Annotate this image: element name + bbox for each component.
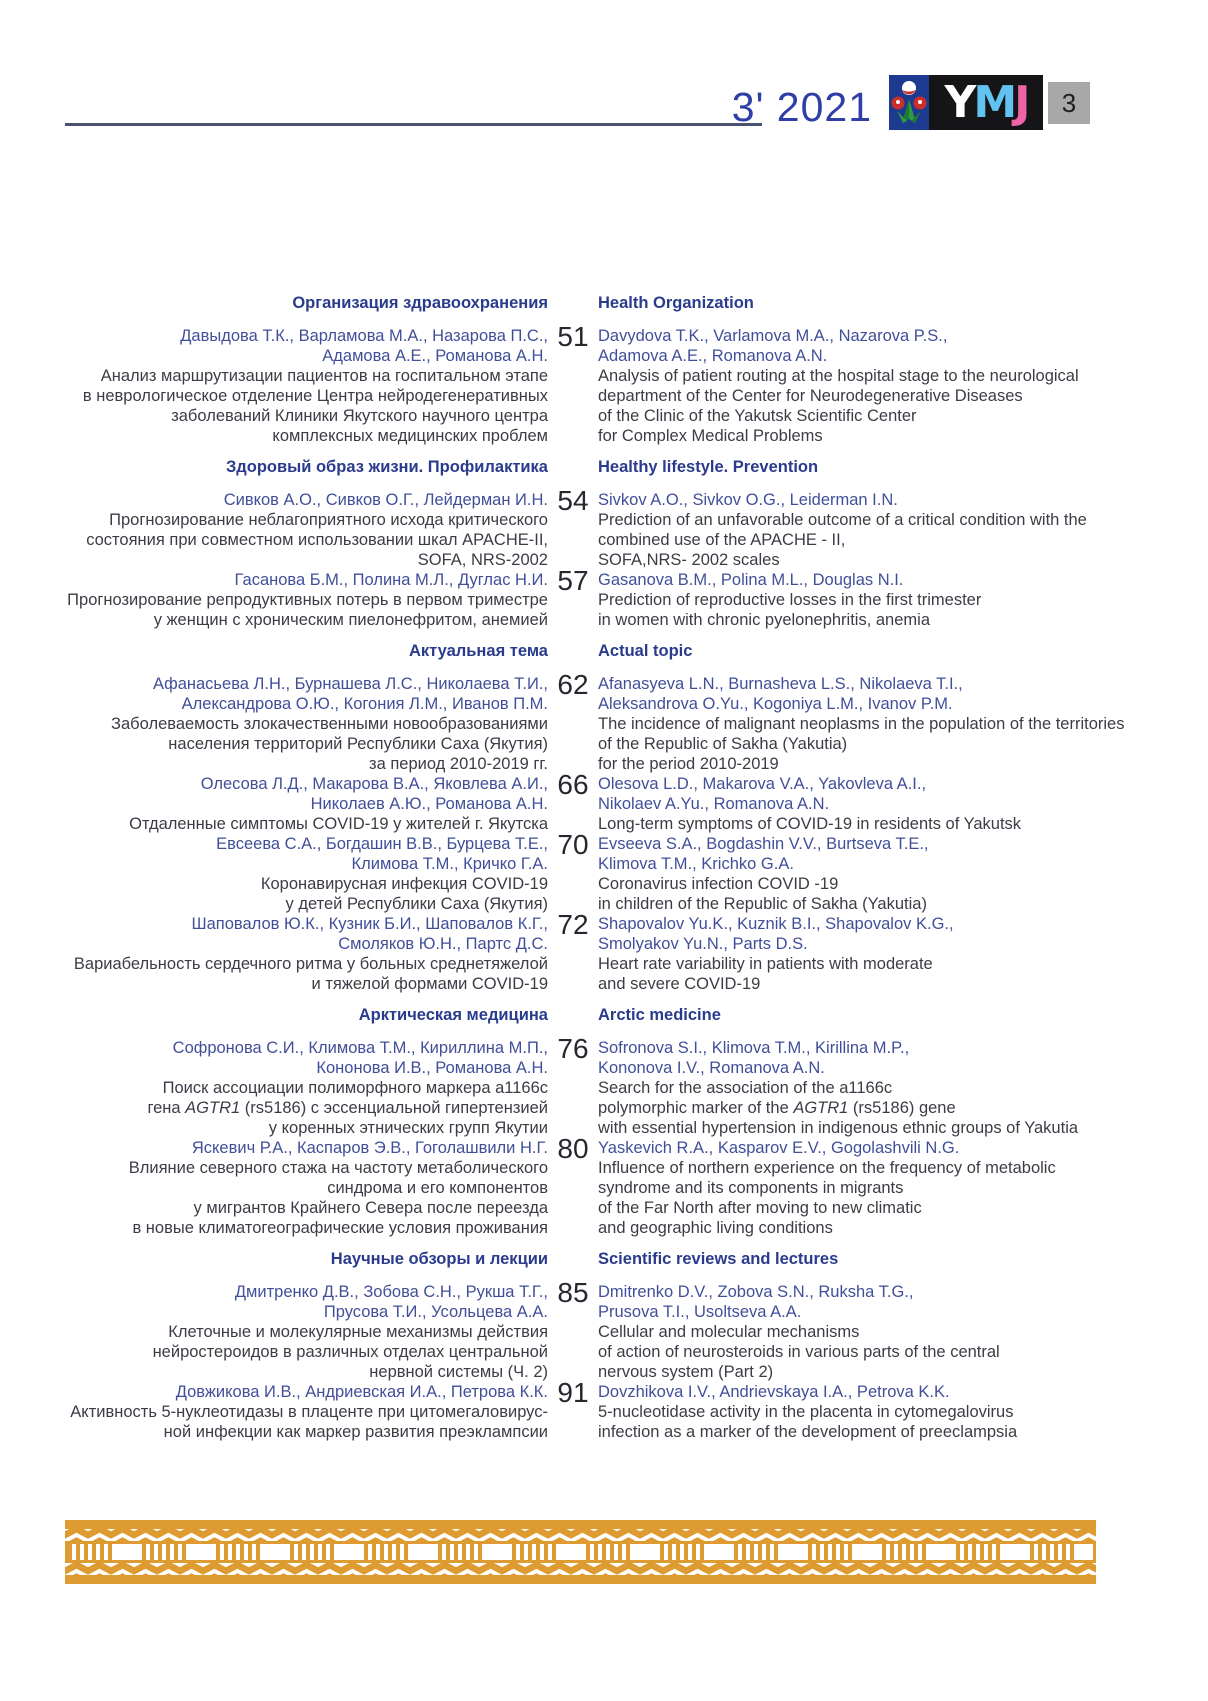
entry-title-ru: Анализ маршрутизации пациентов на госпитальном этапе в неврологическое отделение Центра нейродегенеративных заболеваний Клиники Якутского научного центра комплексных медицинских проблем xyxy=(82,367,548,445)
section-heading-ru: Здоровый образ жизни. Профилактика xyxy=(225,458,548,476)
toc-entry-ru xyxy=(65,1282,548,1382)
toc-entry-en xyxy=(598,834,1158,914)
entry-authors-ru: Олесова Л.Д., Макарова В.А., Яковлева А.И., Николаев А.Ю., Романова А.Н. xyxy=(200,775,548,813)
entry-authors-ru: Софронова С.И., Климова Т.М., Кириллина М.П., Кононова И.В., Романова А.Н. xyxy=(172,1039,548,1077)
entry-title-ru: Коронавирусная инфекция COVID-19 у детей Республики Саха (Якутия) xyxy=(260,875,548,913)
toc-entry-ru xyxy=(65,914,548,994)
section-heading-row xyxy=(65,994,1208,1038)
entry-page-number: 91 xyxy=(557,1377,589,1408)
entry-title-ru: Прогнозирование репродуктивных потерь в первом триместре у женщин с хроническим пиелонефритом, анемией xyxy=(67,591,548,629)
toc-entry-row xyxy=(65,669,1208,774)
logo-letter-y: Y xyxy=(944,76,974,128)
gutter xyxy=(548,1133,598,1238)
gutter xyxy=(548,909,598,994)
toc-entry-en xyxy=(598,914,1158,994)
entry-title-en: Coronavirus infection COVID -19 in children of the Republic of Sakha (Yakutia) xyxy=(598,875,927,913)
entry-page-number: 70 xyxy=(557,829,589,860)
entry-title-en: Heart rate variability in patients with moderate and severe COVID-19 xyxy=(598,955,933,993)
section-heading-ru: Арктическая медицина xyxy=(358,1006,548,1024)
toc-entry-en xyxy=(598,326,1158,446)
entry-page-number: 62 xyxy=(557,669,589,700)
gutter xyxy=(548,1277,598,1382)
toc-entry-row xyxy=(65,1277,1208,1382)
section-heading-row xyxy=(65,1238,1208,1282)
gutter xyxy=(548,769,598,834)
entry-authors-en: Yaskevich R.A., Kasparov E.V., Gogolashvili N.G. xyxy=(598,1139,960,1157)
entry-title-en: Analysis of patient routing at the hospital stage to the neurological department of the Center for Neurodegenerative Diseases of the Clinic of the Yakutsk Scientific Center for Complex Medical Problems xyxy=(598,367,1079,445)
entry-title-ru: Отдаленные симптомы COVID-19 у жителей г. Якутска xyxy=(129,815,548,833)
gutter xyxy=(548,630,598,674)
entry-authors-ru: Довжикова И.В., Андриевская И.А., Петрова К.К. xyxy=(175,1383,548,1401)
toc-entry-row xyxy=(65,769,1208,834)
section-heading-row xyxy=(65,446,1208,490)
toc-entry-row xyxy=(65,909,1208,994)
entry-authors-en: Dovzhikova I.V., Andrievskaya I.A., Petrova K.K. xyxy=(598,1383,950,1401)
gutter xyxy=(548,669,598,774)
entry-authors-ru: Дмитренко Д.В., Зобова С.Н., Рукша Т.Г., Прусова Т.И., Усольцева А.А. xyxy=(234,1283,548,1321)
gutter xyxy=(548,282,598,326)
gutter xyxy=(548,1238,598,1282)
entry-title-en: Cellular and molecular mechanisms of action of neurosteroids in various parts of the central nervous system (Part 2) xyxy=(598,1323,1000,1381)
entry-authors-en: Afanasyeva L.N., Burnasheva L.S., Nikolaeva T.I., Aleksandrova O.Yu., Kogoniya L.M., Ivanov P.M. xyxy=(598,675,963,713)
gutter xyxy=(548,565,598,630)
entry-authors-ru: Давыдова Т.К., Варламова М.А., Назарова П.С., Адамова А.Е., Романова А.Н. xyxy=(180,327,548,365)
entry-authors-ru: Сивков А.О., Сивков О.Г., Лейдерман И.Н. xyxy=(223,491,548,509)
toc-entry-en xyxy=(598,1282,1158,1382)
toc-entry-en xyxy=(598,490,1158,570)
header-rule xyxy=(65,123,762,126)
entry-title-ru: Прогнозирование неблагоприятного исхода критического состояния при совместном использовании шкал APACHE-II, SOFA, NRS-2002 xyxy=(86,511,548,569)
toc-entry-row xyxy=(65,829,1208,914)
toc-entry-ru xyxy=(65,570,548,630)
section-heading-en: Actual topic xyxy=(598,642,693,660)
section-heading-en: Health Organization xyxy=(598,294,754,312)
gutter xyxy=(548,1033,598,1138)
section-heading-row xyxy=(65,630,1208,674)
toc-entry-ru xyxy=(65,1382,548,1442)
entry-title-ru: Заболеваемость злокачественными новообразованиями населения территорий Республики Саха (Якутия) за период 2010-2019 гг. xyxy=(111,715,548,773)
entry-title-en: Prediction of an unfavorable outcome of a critical condition with the combined use of the APACHE - II, SOFA,NRS- 2002 scales xyxy=(598,511,1087,569)
gutter xyxy=(548,1377,598,1442)
entry-authors-ru: Евсеева С.А., Богдашин В.В., Бурцева Т.Е., Климова Т.М., Кричко Г.А. xyxy=(216,835,548,873)
entry-title-ru: Клеточные и молекулярные механизмы действия нейростероидов в различных отделах центральной нервной системы (Ч. 2) xyxy=(152,1323,548,1381)
logo-letter-m: M xyxy=(973,76,1015,128)
journal-logo xyxy=(889,75,1043,130)
logo-letter-j: J xyxy=(1014,76,1028,128)
toc-entry-ru xyxy=(65,1038,548,1138)
entry-page-number: 66 xyxy=(557,769,589,800)
entry-page-number: 72 xyxy=(557,909,589,940)
entry-title-en: Long-term symptoms of COVID-19 in residents of Yakutsk xyxy=(598,815,1022,833)
entry-authors-ru: Яскевич Р.А., Каспаров Э.В., Гоголашвили Н.Г. xyxy=(191,1139,548,1157)
gutter xyxy=(548,994,598,1038)
gutter xyxy=(548,321,598,446)
entry-authors-en: Evseeva S.A., Bogdashin V.V., Burtseva T.E., Klimova T.M., Krichko G.A. xyxy=(598,835,929,873)
entry-authors-en: Sofronova S.I., Klimova T.M., Kirillina M.P., Kononova I.V., Romanova A.N. xyxy=(598,1039,910,1077)
entry-title-ru: Поиск ассоциации полиморфного маркера a1166c гена AGTR1 (rs5186) с эссенциальной гипертензией у коренных этнических групп Якутии xyxy=(147,1079,548,1137)
entry-authors-en: Davydova T.K., Varlamova M.A., Nazarova P.S., Adamova A.E., Romanova A.N. xyxy=(598,327,948,365)
gutter xyxy=(548,829,598,914)
entry-title-en: Search for the association of the a1166c polymorphic marker of the AGTR1 (rs5186) gene with essential hypertension in indigenous ethnic groups of Yakutia xyxy=(598,1079,1079,1137)
entry-authors-ru: Афанасьева Л.Н., Бурнашева Л.С., Николаева Т.И., Александрова О.Ю., Когония Л.М., Иванов П.М. xyxy=(152,675,548,713)
entry-authors-ru: Шаповалов Ю.К., Кузник Б.И., Шаповалов К.Г., Смоляков Ю.Н., Партс Д.С. xyxy=(191,915,548,953)
entry-authors-en: Dmitrenko D.V., Zobova S.N., Ruksha T.G., Prusova T.I., Usoltseva A.A. xyxy=(598,1283,914,1321)
toc-entry-row xyxy=(65,485,1208,570)
section-heading-ru: Научные обзоры и лекции xyxy=(330,1250,548,1268)
toc-entry-en xyxy=(598,1038,1158,1138)
entry-authors-en: Sivkov A.O., Sivkov O.G., Leiderman I.N. xyxy=(598,491,898,509)
issue-label: 3' 2021 xyxy=(731,84,872,130)
entry-title-ru: Активность 5-нуклеотидазы в плаценте при цитомегаловирус- ной инфекции как маркер развития преэклампсии xyxy=(70,1403,548,1441)
toc-entry-row xyxy=(65,1377,1208,1442)
toc-entry-en xyxy=(598,1138,1158,1238)
entry-page-number: 51 xyxy=(557,321,589,352)
toc-entry-row xyxy=(65,565,1208,630)
toc-entry-en xyxy=(598,774,1158,834)
toc-entry-ru xyxy=(65,490,548,570)
entry-title-en: The incidence of malignant neoplasms in the population of the territories of the Republic of Sakha (Yakutia) for the period 2010-2019 xyxy=(598,715,1125,773)
toc-entry-row xyxy=(65,321,1208,446)
entry-page-number: 54 xyxy=(557,485,589,516)
entry-authors-en: Olesova L.D., Makarova V.A., Yakovleva A.I., Nikolaev A.Yu., Romanova A.N. xyxy=(598,775,927,813)
toc-entry-en xyxy=(598,1382,1158,1442)
toc-entry-ru xyxy=(65,326,548,446)
entry-authors-en: Gasanova B.M., Polina M.L., Douglas N.I. xyxy=(598,571,904,589)
entry-title-en: Prediction of reproductive losses in the first trimester in women with chronic pyelonephritis, anemia xyxy=(598,591,982,629)
toc-entry-row xyxy=(65,1033,1208,1138)
entry-title-en: 5-nucleotidase activity in the placenta in cytomegalovirus infection as a marker of the development of preeclampsia xyxy=(598,1403,1018,1441)
section-heading-row xyxy=(65,282,1208,326)
entry-page-number: 57 xyxy=(557,565,589,596)
toc-entry-en xyxy=(598,570,1158,630)
toc-entry-ru xyxy=(65,674,548,774)
entry-page-number: 76 xyxy=(557,1033,589,1064)
section-heading-ru: Организация здравоохранения xyxy=(292,294,548,312)
entry-page-number: 80 xyxy=(557,1133,589,1164)
entry-title-ru: Влияние северного стажа на частоту метаболического синдрома и его компонентов у мигрантов Крайнего Севера после переезда в новые климатогеографические условия проживания xyxy=(128,1159,548,1237)
sardana-flower-emblem xyxy=(889,75,929,130)
toc-entry-row xyxy=(65,1133,1208,1238)
toc-entry-en xyxy=(598,674,1158,774)
section-heading-ru: Актуальная тема xyxy=(409,642,548,660)
entry-page-number: 85 xyxy=(557,1277,589,1308)
gutter xyxy=(548,446,598,490)
page-number-box: 3 xyxy=(1048,82,1090,124)
entry-authors-ru: Гасанова Б.М., Полина М.Л., Дуглас Н.И. xyxy=(234,571,548,589)
section-heading-en: Healthy lifestyle. Prevention xyxy=(598,458,819,476)
entry-authors-en: Shapovalov Yu.K., Kuznik B.I., Shapovalov K.G., Smolyakov Yu.N., Parts D.S. xyxy=(598,915,954,953)
gutter xyxy=(548,485,598,570)
toc-entry-ru xyxy=(65,774,548,834)
section-heading-en: Scientific reviews and lectures xyxy=(598,1250,839,1268)
entry-title-en: Influence of northern experience on the frequency of metabolic syndrome and its components in migrants of the Far North after moving to new climatic and geographic living conditions xyxy=(598,1159,1056,1237)
entry-title-ru: Вариабельность сердечного ритма у больных среднетяжелой и тяжелой формами COVID-19 xyxy=(73,955,548,993)
toc-entry-ru xyxy=(65,834,548,914)
ornament-border xyxy=(65,1520,1096,1584)
section-heading-en: Arctic medicine xyxy=(598,1006,721,1024)
journal-logo-letters xyxy=(929,75,1043,130)
toc-entry-ru xyxy=(65,1138,548,1238)
